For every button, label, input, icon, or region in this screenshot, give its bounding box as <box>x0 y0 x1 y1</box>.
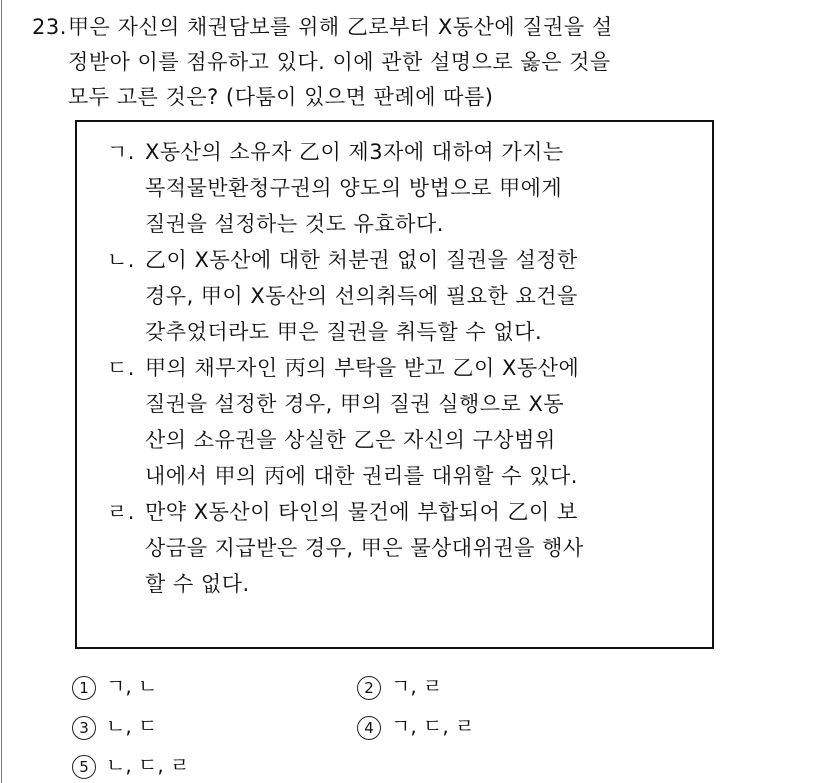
statement-box <box>75 120 714 649</box>
option-text: ㄱ, ㄴ <box>106 674 158 698</box>
item-line: 할 수 없다. <box>145 572 250 596</box>
item-line: 내에서 甲의 丙에 대한 권리를 대위할 수 있다. <box>145 464 578 488</box>
option-number: 2 <box>357 676 381 700</box>
item-line: X동산의 소유자 乙이 제3자에 대하여 가지는 <box>145 140 564 164</box>
item-mark: ㄷ. <box>107 356 135 380</box>
item-line: 상금을 지급받은 경우, 甲은 물상대위권을 행사 <box>145 536 584 560</box>
question-line: 모두 고른 것은? (다툼이 있으면 판례에 따름) <box>68 85 494 109</box>
option-number: 4 <box>357 716 381 740</box>
answer-option-5[interactable] <box>72 749 189 779</box>
option-number: 5 <box>72 755 96 779</box>
option-text: ㄱ, ㄹ <box>391 674 443 698</box>
page-border <box>1 0 2 783</box>
answer-option-3[interactable] <box>72 710 157 740</box>
item-line: 목적물반환청구권의 양도의 방법으로 甲에게 <box>145 176 563 200</box>
item-line: 乙이 X동산에 대한 처분권 없이 질권을 설정한 <box>145 248 578 272</box>
question-number: 23. <box>32 15 67 39</box>
option-text: ㄴ, ㄷ, ㄹ <box>106 753 190 777</box>
answer-option-2[interactable] <box>357 670 442 700</box>
item-line: 산의 소유권을 상실한 乙은 자신의 구상범위 <box>145 428 556 452</box>
statement-item-c <box>107 350 579 494</box>
answer-option-1[interactable] <box>72 670 157 700</box>
option-number: 1 <box>72 676 96 700</box>
question-stem <box>32 10 812 115</box>
item-line: 甲의 채무자인 丙의 부탁을 받고 乙이 X동산에 <box>145 356 580 380</box>
item-mark: ㄹ. <box>107 500 135 524</box>
item-mark: ㄴ. <box>107 248 135 272</box>
item-line: 질권을 설정한 경우, 甲의 질권 실행으로 X동 <box>145 392 565 416</box>
item-line: 경우, 甲이 X동산의 선의취득에 필요한 요건을 <box>145 284 578 308</box>
item-line: 갖추었더라도 甲은 질권을 취득할 수 없다. <box>145 320 543 344</box>
option-text: ㄱ, ㄷ, ㄹ <box>391 714 475 738</box>
question-line: 甲은 자신의 채권담보를 위해 乙로부터 X동산에 질권을 설 <box>68 15 613 39</box>
answer-option-4[interactable] <box>357 710 474 740</box>
item-mark: ㄱ. <box>107 140 135 164</box>
statement-item-a <box>107 134 564 242</box>
option-number: 3 <box>72 716 96 740</box>
statement-item-d <box>107 494 584 602</box>
item-line: 질권을 설정하는 것도 유효하다. <box>145 212 444 236</box>
option-text: ㄴ, ㄷ <box>106 714 158 738</box>
statement-item-b <box>107 242 578 350</box>
item-line: 만약 X동산이 타인의 물건에 부합되어 乙이 보 <box>145 500 578 524</box>
question-line: 정받아 이를 점유하고 있다. 이에 관한 설명으로 옳은 것을 <box>68 50 611 74</box>
